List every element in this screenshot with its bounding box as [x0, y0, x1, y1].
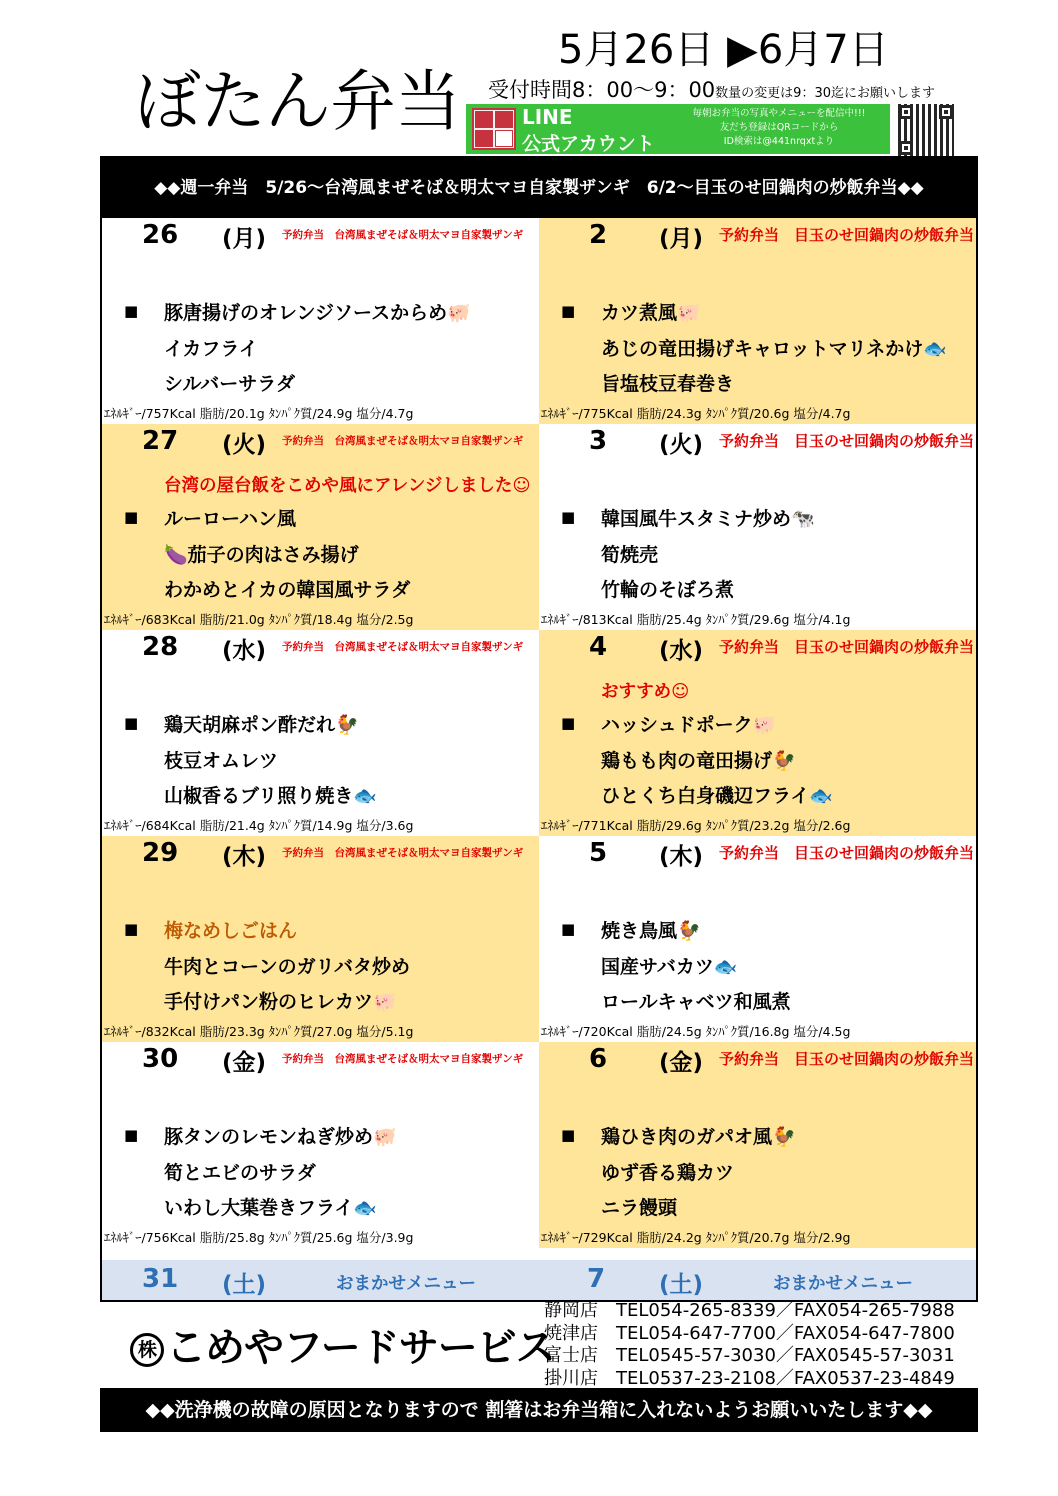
company-name-text: こめやフードサービス [166, 1325, 555, 1371]
day-date: 31 [142, 1264, 179, 1294]
reserve-bento-label: 予約弁当 目玉のせ回鍋肉の炒飯弁当 [719, 1050, 975, 1068]
day-weekday: (月) [222, 226, 267, 252]
menu-item: ハッシュドポーク🐖 [601, 714, 777, 736]
order-hours-note: 数量の変更は9：30迄にお願いします [715, 86, 935, 101]
menu-item: 🍆茄子の肉はさみ揚げ [164, 544, 359, 566]
day-cell [102, 218, 539, 424]
day-cell [539, 836, 976, 1042]
line-subtitle: 公式アカウント [522, 133, 655, 155]
nutrition-info: ｴﾈﾙｷﾞｰ/729Kcal 脂肪/24.2g ﾀﾝﾊﾟｸ質/20.7g 塩分/2.9g [541, 1230, 851, 1245]
bullet-icon: ■ [124, 714, 139, 732]
bullet-icon: ■ [561, 508, 576, 526]
menu-item: イカフライ [164, 338, 258, 360]
menu-period: 5月26日 ▶6月7日 [558, 27, 889, 73]
nutrition-info: ｴﾈﾙｷﾞｰ/720Kcal 脂肪/24.5g ﾀﾝﾊﾟｸ質/16.8g 塩分/4.5g [541, 1024, 851, 1039]
menu-item: わかめとイカの韓国風サラダ [164, 579, 411, 601]
menu-item: ゆず香る鶏カツ [601, 1162, 735, 1184]
nutrition-info: ｴﾈﾙｷﾞｰ/771Kcal 脂肪/29.6g ﾀﾝﾊﾟｸ質/23.2g 塩分/2.6g [541, 818, 851, 833]
komeya-logo-icon [472, 108, 516, 150]
line-info-1: 毎朝お弁当の写真やメニューを配信中!!! [692, 108, 866, 119]
day-date: 6 [589, 1044, 608, 1074]
day-cell [539, 424, 976, 630]
reserve-bento-label: 予約弁当 目玉のせ回鍋肉の炒飯弁当 [719, 638, 975, 656]
day-date: 7 [587, 1264, 606, 1294]
day-date: 4 [589, 632, 608, 662]
day-date: 27 [142, 426, 179, 456]
store-contact: 焼津店 TEL054-647-7700／FAX054-647-7800 [544, 1322, 955, 1344]
store-contact: 静岡店 TEL054-265-8339／FAX054-265-7988 [544, 1300, 955, 1321]
bullet-icon: ■ [561, 1126, 576, 1144]
day-weekday: (木) [659, 844, 704, 870]
menu-item: 豚唐揚げのオレンジソースからめ🐖 [164, 302, 471, 324]
day-weekday: (水) [222, 638, 267, 664]
store-contacts [544, 1300, 955, 1390]
day-cell [102, 1042, 539, 1248]
nutrition-info: ｴﾈﾙｷﾞｰ/756Kcal 脂肪/25.8g ﾀﾝﾊﾟｸ質/25.6g 塩分/3.9g [104, 1230, 414, 1245]
day-weekday: (火) [659, 432, 704, 458]
menu-item: 国産サバカツ🐟 [601, 956, 738, 978]
reserve-bento-label: 予約弁当 台湾風まぜそば＆明太マヨ自家製ザンギ [282, 229, 524, 241]
order-hours-main: 受付時間8：00～9：00 [488, 78, 716, 102]
omakase-menu-label: おまかせメニュー [773, 1274, 913, 1294]
menu-item: カツ煮風🐖 [601, 302, 701, 324]
omakase-menu-label: おまかせメニュー [336, 1274, 476, 1294]
saturday-cell [102, 1260, 539, 1300]
reserve-bento-label: 予約弁当 台湾風まぜそば＆明太マヨ自家製ザンギ [282, 847, 524, 859]
saturday-cell [539, 1260, 976, 1300]
nutrition-info: ｴﾈﾙｷﾞｰ/832Kcal 脂肪/23.3g ﾀﾝﾊﾟｸ質/27.0g 塩分/5.1g [104, 1024, 414, 1039]
day-weekday: (木) [222, 844, 267, 870]
day-cell [539, 630, 976, 836]
menu-item: 山椒香るブリ照り焼き🐟 [164, 785, 377, 807]
reserve-bento-label: 予約弁当 目玉のせ回鍋肉の炒飯弁当 [719, 432, 975, 450]
day-weekday: (土) [222, 1272, 267, 1298]
bullet-icon: ■ [124, 1126, 139, 1144]
order-hours [488, 74, 935, 104]
day-cell [539, 1042, 976, 1248]
line-title: LINE [522, 105, 573, 129]
reserve-bento-label: 予約弁当 台湾風まぜそば＆明太マヨ自家製ザンギ [282, 1053, 524, 1065]
menu-item: 竹輪のそぼろ煮 [601, 579, 735, 601]
reserve-bento-label: 予約弁当 台湾風まぜそば＆明太マヨ自家製ザンギ [282, 641, 524, 653]
nutrition-info: ｴﾈﾙｷﾞｰ/684Kcal 脂肪/21.4g ﾀﾝﾊﾟｸ質/14.9g 塩分/3.6g [104, 818, 414, 833]
day-date: 30 [142, 1044, 179, 1074]
bullet-icon: ■ [561, 714, 576, 732]
reserve-bento-label: 予約弁当 目玉のせ回鍋肉の炒飯弁当 [719, 226, 975, 244]
menu-item: 筍焼売 [601, 544, 659, 566]
reserve-bento-label: 予約弁当 目玉のせ回鍋肉の炒飯弁当 [719, 844, 975, 862]
line-info [674, 107, 884, 149]
menu-item: あじの竜田揚げキャロットマリネかけ🐟 [601, 338, 947, 360]
line-account-banner[interactable] [466, 104, 890, 154]
menu-item: 梅なめしごはん [164, 920, 298, 942]
nutrition-info: ｴﾈﾙｷﾞｰ/683Kcal 脂肪/21.0g ﾀﾝﾊﾟｸ質/18.4g 塩分/2.5g [104, 612, 414, 627]
menu-item: 鶏ひき肉のガパオ風🐓 [601, 1126, 796, 1148]
day-weekday: (月) [659, 226, 704, 252]
qr-code-icon[interactable] [898, 104, 954, 156]
menu-table [100, 156, 978, 1302]
menu-item: 鶏天胡麻ポン酢だれ🐓 [164, 714, 359, 736]
kabushiki-mark: 株 [130, 1333, 164, 1367]
line-info-2: 友だち登録はQRコードから [719, 122, 839, 133]
menu-item: 焼き鳥風🐓 [601, 920, 701, 942]
bullet-icon: ■ [561, 920, 576, 938]
menu-item: 豚タンのレモンねぎ炒め🐖 [164, 1126, 397, 1148]
menu-item: 韓国風牛スタミナ炒め🐄 [601, 508, 815, 530]
chopsticks-notice: ◆◆洗浄機の故障の原因となりますので 割箸はお弁当箱に入れないようお願いいたします◆◆ [100, 1388, 978, 1432]
day-note: おすすめ☺ [601, 682, 690, 702]
menu-item: 筍とエビのサラダ [164, 1162, 316, 1184]
nutrition-info: ｴﾈﾙｷﾞｰ/813Kcal 脂肪/25.4g ﾀﾝﾊﾟｸ質/29.6g 塩分/4.1g [541, 612, 851, 627]
day-date: 29 [142, 838, 179, 868]
day-note: 台湾の屋台飯をこめや風にアレンジしました☺ [164, 476, 531, 496]
reserve-bento-label: 予約弁当 台湾風まぜそば＆明太マヨ自家製ザンギ [282, 435, 524, 447]
nutrition-info: ｴﾈﾙｷﾞｰ/757Kcal 脂肪/20.1g ﾀﾝﾊﾟｸ質/24.9g 塩分/4.7g [104, 406, 414, 421]
day-cell [102, 836, 539, 1042]
day-weekday: (土) [659, 1272, 704, 1298]
bullet-icon: ■ [561, 302, 576, 320]
day-cell [539, 218, 976, 424]
day-cell [102, 630, 539, 836]
menu-item: 手付けパン粉のヒレカツ🐖 [164, 991, 397, 1013]
menu-item: ロールキャベツ和風煮 [601, 991, 791, 1013]
day-weekday: (火) [222, 432, 267, 458]
menu-item: 枝豆オムレツ [164, 750, 279, 772]
menu-item: シルバーサラダ [164, 373, 296, 395]
day-weekday: (金) [659, 1050, 704, 1076]
menu-item: ひとくち白身磯辺フライ🐟 [601, 785, 834, 807]
day-date: 5 [589, 838, 608, 868]
menu-item: ニラ饅頭 [601, 1197, 678, 1219]
menu-item: 牛肉とコーンのガリバタ炒め [164, 956, 411, 978]
bullet-icon: ■ [124, 302, 139, 320]
store-contact: 富士店 TEL0545-57-3030／FAX0545-57-3031 [544, 1345, 955, 1366]
day-date: 3 [589, 426, 608, 456]
weekly-bento-banner: ◆◆週一弁当 5/26～台湾風まぜそば＆明太マヨ自家製ザンギ 6/2～目玉のせ回鍋肉の炒飯弁当◆◆ [102, 158, 976, 218]
page-title: ぼたん弁当 [135, 63, 460, 140]
menu-item: 鶏もも肉の竜田揚げ🐓 [601, 750, 796, 772]
day-date: 2 [589, 220, 608, 250]
day-date: 26 [142, 220, 179, 250]
day-cell [102, 424, 539, 630]
company-name [130, 1316, 555, 1373]
day-weekday: (水) [659, 638, 704, 664]
menu-item: いわし大葉巻きフライ🐟 [164, 1197, 378, 1219]
line-info-3: ID検索は@441nrqxtより [723, 136, 835, 147]
menu-item: ルーローハン風 [164, 508, 297, 530]
menu-item: 旨塩枝豆春巻き [601, 373, 735, 395]
day-weekday: (金) [222, 1050, 267, 1076]
bullet-icon: ■ [124, 920, 139, 938]
day-date: 28 [142, 632, 179, 662]
store-contact: 掛川店 TEL0537-23-2108／FAX0537-23-4849 [544, 1367, 955, 1389]
nutrition-info: ｴﾈﾙｷﾞｰ/775Kcal 脂肪/24.3g ﾀﾝﾊﾟｸ質/20.6g 塩分/4.7g [541, 406, 851, 421]
bullet-icon: ■ [124, 508, 139, 526]
